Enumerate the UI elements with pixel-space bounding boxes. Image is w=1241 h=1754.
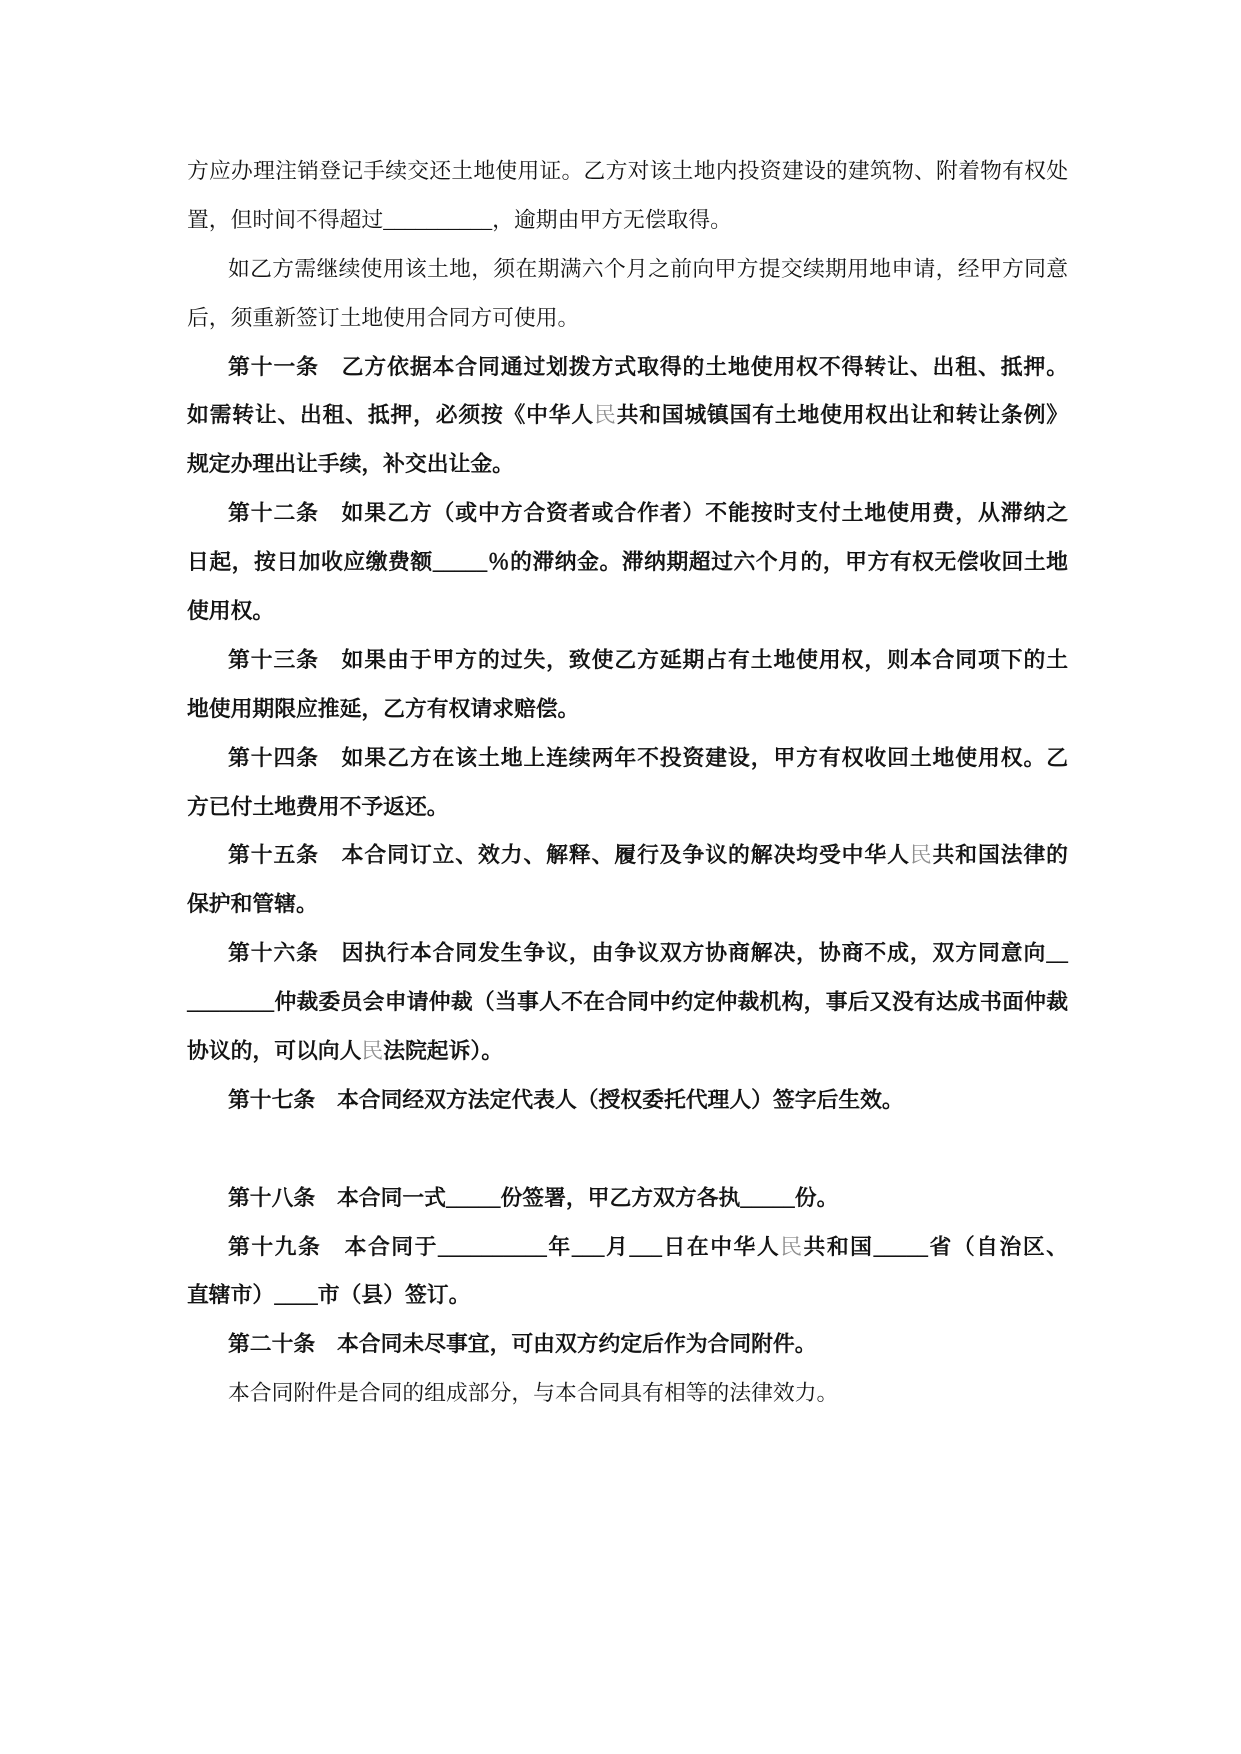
document-line: 本合同附件是合同的组成部分，与本合同具有相等的法律效力。 — [228, 1381, 839, 1406]
document-line: 协议的，可以向人民法院起诉）。 — [187, 1039, 504, 1064]
document-line: 第十五条 本合同订立、效力、解释、履行及争议的解决均受中华人民共和国法律的 — [228, 843, 1068, 868]
document-line: 第二十条 本合同未尽事宜，可由双方约定后作为合同附件。 — [228, 1332, 817, 1357]
document-line: 第十四条 如果乙方在该土地上连续两年不投资建设，甲方有权收回土地使用权。乙 — [228, 745, 1068, 770]
substituted-glyph-min: 民 — [361, 1039, 384, 1064]
fill-in-blank: _____ — [740, 1185, 795, 1210]
document-line: 地使用期限应推延，乙方有权请求赔偿。 — [187, 696, 580, 721]
fill-in-blank: __________ — [383, 207, 493, 232]
blank-line — [187, 1125, 1068, 1174]
document-line: 保护和管辖。 — [187, 892, 318, 917]
fill-in-blank: ____ — [274, 1283, 318, 1308]
document-line: 使用权。 — [187, 599, 275, 624]
document-line: 第十二条 如果乙方（或中方合资者或合作者）不能按时支付土地使用费，从滞纳之 — [228, 501, 1068, 526]
document-line: 置，但时间不得超过__________，逾期由甲方无偿取得。 — [187, 207, 732, 232]
document-line: 日起，按日加收应缴费额_____％的滞纳金。滞纳期超过六个月的，甲方有权无偿收回土地 — [187, 550, 1068, 575]
fill-in-blank: ________ — [187, 990, 275, 1015]
document-line: 后，须重新签订土地使用合同方可使用。 — [187, 305, 580, 330]
document-line: 直辖市）____市（县）签订。 — [187, 1283, 471, 1308]
document-line: 如需转让、出租、抵押，必须按《中华人民共和国城镇国有土地使用权出让和转让条例》 — [187, 403, 1068, 428]
document-line: 第十八条 本合同一式_____份签署，甲乙方双方各执_____份。 — [228, 1185, 839, 1210]
fill-in-blank: ___ — [571, 1234, 605, 1259]
document-line: 方已付土地费用不予返还。 — [187, 794, 449, 819]
fill-in-blank: ___ — [629, 1234, 663, 1259]
document-line: 第十三条 如果由于甲方的过失，致使乙方延期占有土地使用权，则本合同项下的土 — [228, 647, 1068, 672]
document-line: 方应办理注销登记手续交还土地使用证。乙方对该土地内投资建设的建筑物、附着物有权处 — [187, 159, 1068, 183]
fill-in-blank: __ — [1046, 941, 1068, 966]
fill-in-blank: _____ — [432, 550, 488, 575]
document-line: ________仲裁委员会申请仲裁（当事人不在合同中约定仲裁机构，事后又没有达成书面仲裁 — [187, 990, 1068, 1015]
document-line: 规定办理出让手续，补交出让金。 — [187, 452, 514, 477]
fill-in-blank: _____ — [445, 1185, 501, 1210]
document-line: 如乙方需继续使用该土地，须在期满六个月之前向甲方提交续期用地申请，经甲方同意 — [228, 256, 1068, 281]
fill-in-blank: _____ — [873, 1234, 928, 1259]
fill-in-blank: __________ — [437, 1234, 547, 1259]
document-line: 第十七条 本合同经双方法定代表人（授权委托代理人）签字后生效。 — [228, 1087, 904, 1112]
document-body — [187, 147, 1068, 1418]
document-line: 第十六条 因执行本合同发生争议，由争议双方协商解决，协商不成，双方同意向__ — [228, 941, 1068, 966]
substituted-glyph-min: 民 — [780, 1234, 804, 1259]
substituted-glyph-min: 民 — [593, 403, 617, 428]
document-line: 第十九条 本合同于__________年___月___日在中华人民共和国_____省（自治区、 — [228, 1234, 1068, 1259]
document-line: 第十一条 乙方依据本合同通过划拨方式取得的土地使用权不得转让、出租、抵押。 — [228, 354, 1068, 379]
substituted-glyph-min: 民 — [909, 843, 933, 868]
